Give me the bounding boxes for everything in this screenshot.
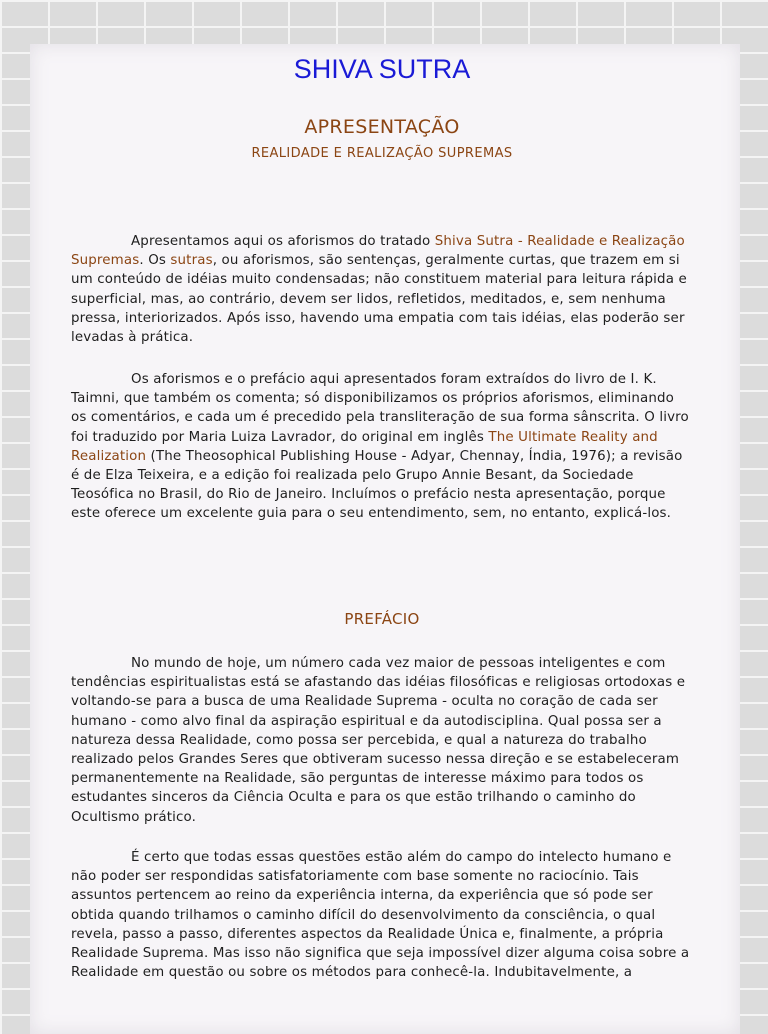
preface-paragraph-1: No mundo de hoje, um número cada vez maior de pessoas inteligentes e com tendências espiritualistas está se afastando das idéias filosóficas e religiosas ortodoxas e voltando-se para a busca de uma Realidade Suprema - oculta no coração de cada ser humano - como alvo final da aspiração espiritual e da autodisciplina. Qual possa ser a natureza dessa Realidade, como possa ser percebida, e qual a natureza do trabalho realizado pelos Grandes Seres que obtiveram sucesso nessa direção e se estabeleceram permanentemente na Realidade, são perguntas de interesse máximo para todos os estudantes sinceros da Ciência Oculta e para os que estão trilhando o caminho do Ocultismo prático. [71,656,686,825]
shiva-sutra-link[interactable]: Shiva Sutra - Realidade e Realização Supremas [71,234,685,269]
section-subtitle: REALIDADE E REALIZAÇÃO SUPREMAS [251,146,513,161]
document-page [30,44,740,1034]
text-span: (The Theosophical Publishing House - Adyar, Chennay, Índia, 1976); a revisão é de Elza Teixeira, e a edição foi realizada pelo Grupo Annie Besant, da Sociedade Teosófica no Brasil, do Rio de Janeiro. Incluímos o prefácio nesta apresentação, porque este oferece um excelente guia para o seu entendimento, sem, no entanto, explicá-los. [71,448,683,522]
preface-paragraph-2: É certo que todas essas questões estão além do campo do intelecto humano e não poder ser respondidas satisfatoriamente com base somente no raciocínio. Tais assuntos pertencem ao reino da experiência interna, da experiência que só pode ser obtida quando trilhamos o caminho difícil do desenvolvimento da consciência, o qual revela, passo a passo, diferentes aspectos da Realidade Única e, finalmente, a própria Realidade Suprema. Mas isso não significa que seja impossível dizer alguma coisa sobre a Realidade em questão ou sobre os métodos para conhecê-la. Indubitavelmente, a [71,850,690,981]
section-title: APRESENTAÇÃO [304,116,460,138]
book-title-link[interactable]: The Ultimate Reality and Realization [71,429,658,464]
preface-title: PREFÁCIO [344,610,420,628]
intro-paragraph-2 [71,370,693,524]
intro-paragraph-1 [71,232,693,347]
text-span: Apresentamos aqui os aforismos do tratado [131,234,435,249]
text-span: , ou aforismos, são sentenças, geralmente curtas, que trazem em si um conteúdo de idéias muito condensadas; não constituem material para leitura rápida e superficial, mas, ao contrário, devem ser lidos, refletidos, meditados, e, sem nenhuma pressa, interiorizados. Após isso, havendo uma empatia com tais idéias, elas poderão ser levadas à prática. [71,253,687,346]
sutras-link[interactable]: sutras [170,253,213,269]
page-title: SHIVA SUTRA [293,54,471,84]
text-span: Os aforismos e o prefácio aqui apresentados foram extraídos do livro de I. K. Taimni, que também os comenta; só disponibilizamos os próprios aforismos, eliminando os comentários, e cada um é precedido pela transliteração de sua forma sânscrita. O livro foi traduzido por Maria Luiza Lavrador, do original em inglês [71,372,689,445]
text-span: . Os [139,253,171,269]
